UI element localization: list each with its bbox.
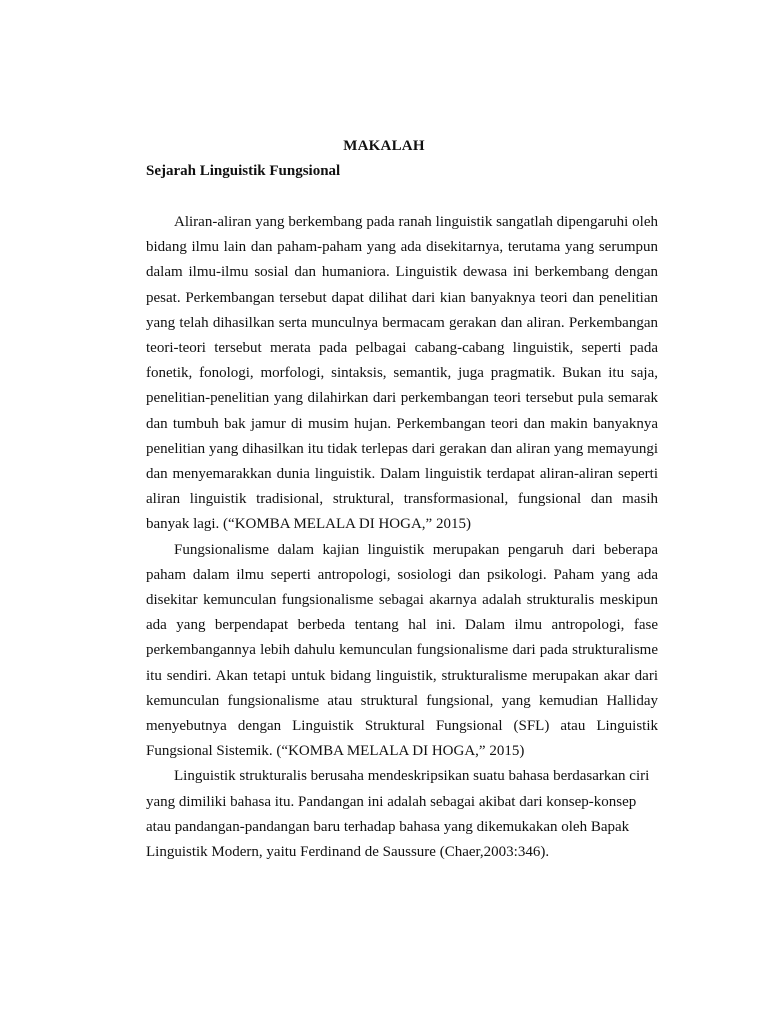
paragraph-2: Fungsionalisme dalam kajian linguistik merupakan pengaruh dari beberapa paham dalam ilmu seperti antropologi, sosiologi dan psikologi. Paham yang ada disekitar kemunculan fungsionalisme sebagai akarnya adalah strukturalis meskipun ada yang berpendapat berbeda tentang hal ini. Dalam ilmu antropologi, fase perkembangannya lebih dahulu kemunculan fungsionalisme dari pada strukturalisme itu sendiri. Akan tetapi untuk bidang linguistik, strukturalisme merupakan akar dari kemunculan fungsionalisme atau struktural fungsional, yang kemudian Halliday menyebutnya dengan Linguistik Struktural Fungsional (SFL) atau Linguistik Fungsional Sistemik. (“KOMBA MELALA DI HOGA,” 2015) [146, 541, 658, 760]
section-heading: Sejarah Linguistik Fungsional [146, 163, 341, 179]
body-text [146, 210, 658, 865]
paragraph-1: Aliran-aliran yang berkembang pada ranah linguistik sangatlah dipengaruhi oleh bidang ilmu lain dan paham-paham yang ada disekitarnya, terutama yang serumpun dalam ilmu-ilmu sosial dan humaniora. Linguistik dewasa ini berkembang dengan pesat. Perkembangan tersebut dapat dilihat dari kian banyaknya teori dan penelitian yang telah dihasilkan serta munculnya bermacam gerakan dan aliran. Perkembangan teori-teori tersebut merata pada pelbagai cabang-cabang linguistik, seperti pada fonetik, fonologi, morfologi, sintaksis, semantik, juga pragmatik. Bukan itu saja, penelitian-penelitian yang dilahirkan dari perkembangan teori tersebut pula semarak dan tumbuh bak jamur di musim hujan. Perkembangan teori dan makin banyaknya penelitian yang dihasilkan itu tidak terlepas dari gerakan dan aliran yang memayungi dan menyemarakkan dunia linguistik. Dalam linguistik terdapat aliran-aliran seperti aliran linguistik tradisional, struktural, transformasional, fungsional dan masih banyak lagi. (“KOMBA MELALA DI HOGA,” 2015) [146, 214, 658, 533]
page-title: MAKALAH [343, 138, 425, 154]
paragraph-3: Linguistik strukturalis berusaha mendeskripsikan suatu bahasa berdasarkan ciri yang dimiliki bahasa itu. Pandangan ini adalah sebagai akibat dari konsep-konsep atau pandangan-pandangan baru terhadap bahasa yang dikemukakan oleh Bapak Linguistik Modern, yaitu Ferdinand de Saussure (Chaer,2003:346). [146, 768, 650, 861]
